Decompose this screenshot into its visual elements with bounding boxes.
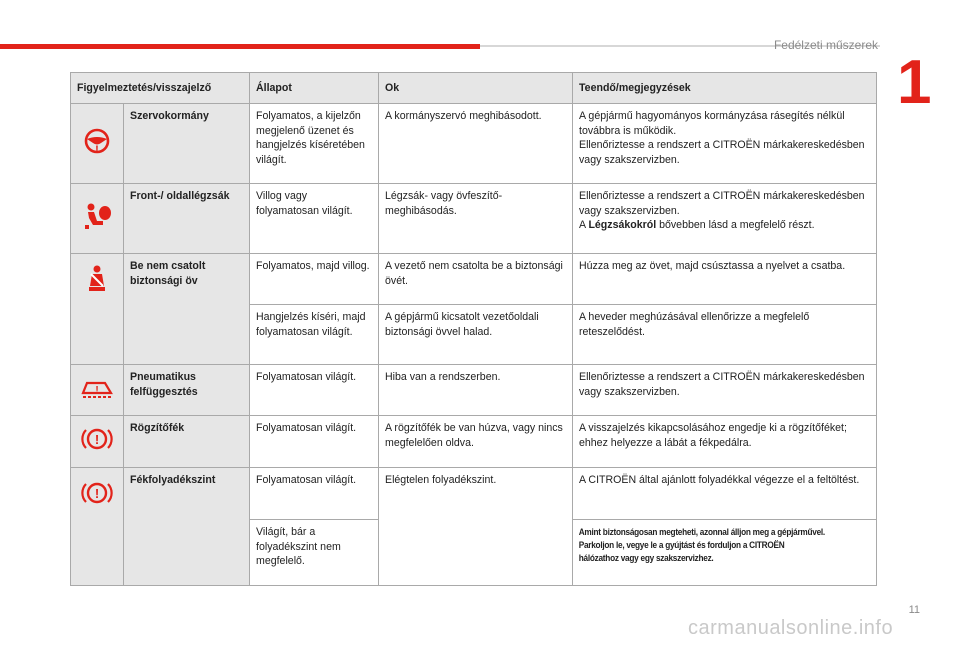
icon-cell xyxy=(71,365,124,416)
action-cell: A visszajelzés kikapcsolásához engedje ki a rögzítőféket; ehhez helyezze a lábát a fékpedálra. xyxy=(573,416,877,468)
icon-cell xyxy=(71,416,124,468)
cause-cell: A rögzítőfék be van húzva, vagy nincs megfelelően oldva. xyxy=(379,416,573,468)
state-cell: Hangjelzés kíséri, majd folyamatosan világít. xyxy=(250,305,379,365)
table-row xyxy=(71,184,877,254)
indicator-name: Rögzítőfék xyxy=(124,416,250,468)
cause-cell: A vezető nem csatolta be a biztonsági övét. xyxy=(379,254,573,305)
state-cell: Folyamatosan világít. xyxy=(250,365,379,416)
state-cell: Villog vagy folyamatosan világít. xyxy=(250,184,379,254)
column-header-indicator: Figyelmeztetés/visszajelző xyxy=(71,73,250,104)
column-header-state: Állapot xyxy=(250,73,379,104)
column-header-action: Teendő/megjegyzések xyxy=(573,73,877,104)
svg-text:!: ! xyxy=(95,384,99,396)
svg-text:!: ! xyxy=(94,486,100,501)
cause-cell: A kormányszervó meghibásodott. xyxy=(379,104,573,184)
airbag-reference: Légzsákokról xyxy=(588,219,657,231)
table-header-row xyxy=(71,73,877,104)
svg-text:!: ! xyxy=(94,432,100,448)
svg-text:!: ! xyxy=(95,144,99,157)
column-header-cause: Ok xyxy=(379,73,573,104)
state-cell: Folyamatosan világít. xyxy=(250,468,379,520)
icon-cell xyxy=(71,254,124,365)
icon-cell xyxy=(71,184,124,254)
indicator-name: Be nem csatolt biztonsági öv xyxy=(124,254,250,365)
cause-cell: Légzsák- vagy övfeszítő-meghibásodás. xyxy=(379,184,573,254)
warning-lights-table xyxy=(70,72,877,586)
icon-cell xyxy=(71,104,124,184)
state-cell: Folyamatos, a kijelzőn megjelenő üzenet és hangjelzés kíséretében világít. xyxy=(250,104,379,184)
action-cell: A heveder meghúzásával ellenőrizze a megfelelő reteszelődést. xyxy=(573,305,877,365)
action-cell: Ellenőriztesse a rendszert a CITROËN márkakereskedésben vagy szakszervizben. xyxy=(573,365,877,416)
table-row xyxy=(71,365,877,416)
table-row xyxy=(71,468,877,520)
airbag-icon xyxy=(79,201,115,231)
table-row xyxy=(71,254,877,305)
cause-cell: A gépjármű kicsatolt vezetőoldali biztonsági övvel halad. xyxy=(379,305,573,365)
watermark: carmanualsonline.info xyxy=(688,617,894,639)
state-cell: Világít, bár a folyadékszint nem megfelelő. xyxy=(250,520,379,586)
action-cell: Húzza meg az övet, majd csúsztassa a nyelvet a csatba. xyxy=(573,254,877,305)
section-title: Fedélzeti műszerek xyxy=(773,38,878,52)
indicator-name: Fékfolyadékszint xyxy=(124,468,250,586)
action-cell-note: Amint biztonságosan megteheti, azonnal álljon meg a gépjárművel. Parkoljon le, vegye le a gyújtást és forduljon a CITROËN hálózathoz vagy egy szakszervizhez. xyxy=(573,520,841,586)
brake-warning-icon xyxy=(79,478,115,508)
chapter-number: 1 xyxy=(897,48,932,117)
icon-cell xyxy=(71,468,124,586)
suspension-icon xyxy=(79,373,115,403)
page-number: 11 xyxy=(908,604,920,616)
steering-wheel-icon xyxy=(79,126,115,156)
state-cell: Folyamatos, majd villog. xyxy=(250,254,379,305)
header-accent-bar xyxy=(0,44,480,49)
state-cell: Folyamatosan világít. xyxy=(250,416,379,468)
indicator-name: Pneumatikus felfüggesztés xyxy=(124,365,250,416)
table-row xyxy=(71,416,877,468)
indicator-name: Front-/ oldallégzsák xyxy=(124,184,250,254)
action-cell: A CITROËN által ajánlott folyadékkal végezze el a feltöltést. xyxy=(573,468,877,520)
indicator-name: Szervokormány xyxy=(124,104,250,184)
seatbelt-icon xyxy=(79,264,115,294)
brake-warning-icon xyxy=(79,424,115,454)
cause-cell: Hiba van a rendszerben. xyxy=(379,365,573,416)
action-cell: Ellenőriztesse a rendszert a CITROËN márkakereskedésben vagy szakszervizben. A Légzsákokról bővebben lásd a megfelelő részt. xyxy=(573,184,877,254)
cause-cell: Elégtelen folyadékszint. xyxy=(379,468,573,586)
table-row xyxy=(71,104,877,184)
action-cell: A gépjármű hagyományos kormányzása rásegítés nélkül továbbra is működik. Ellenőriztesse a rendszert a CITROËN márkakereskedésben vagy szakszervizben. xyxy=(573,104,877,184)
